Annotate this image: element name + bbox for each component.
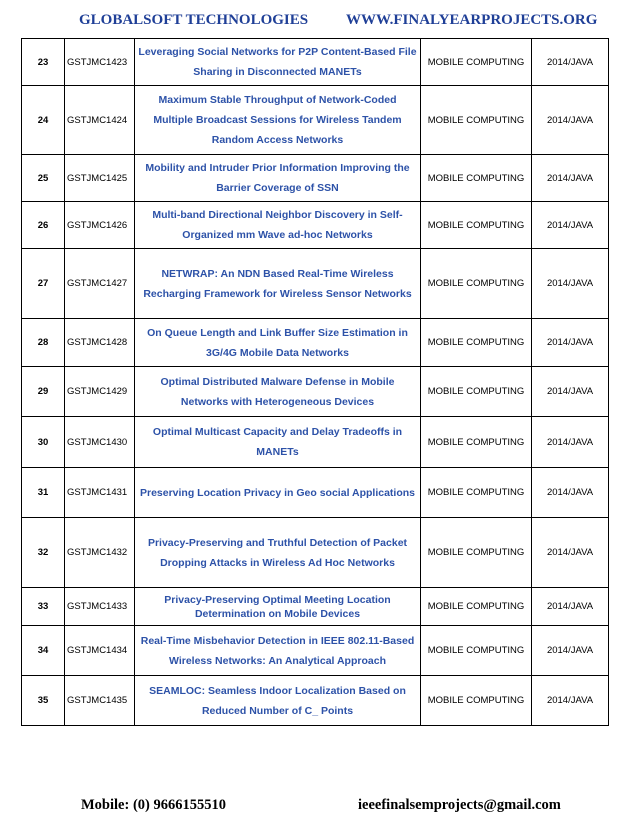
project-year: 2014/JAVA	[532, 319, 609, 367]
row-number: 26	[22, 202, 65, 249]
projects-table-body	[22, 39, 609, 726]
project-code: GSTJMC1424	[65, 86, 135, 155]
project-year: 2014/JAVA	[532, 626, 609, 676]
project-domain: MOBILE COMPUTING	[421, 468, 532, 518]
website-url: WWW.FINALYEARPROJECTS.ORG	[346, 12, 598, 28]
table-row	[22, 155, 609, 202]
project-year: 2014/JAVA	[532, 367, 609, 417]
project-title: NETWRAP: An NDN Based Real-Time Wireless Recharging Framework for Wireless Sensor Networks	[135, 249, 421, 319]
row-number: 34	[22, 626, 65, 676]
project-domain: MOBILE COMPUTING	[421, 202, 532, 249]
row-number: 33	[22, 588, 65, 626]
project-year: 2014/JAVA	[532, 468, 609, 518]
project-title: Privacy-Preserving and Truthful Detection of Packet Dropping Attacks in Wireless Ad Hoc Networks	[135, 518, 421, 588]
row-number: 27	[22, 249, 65, 319]
project-domain: MOBILE COMPUTING	[421, 676, 532, 726]
project-domain: MOBILE COMPUTING	[421, 417, 532, 468]
row-number: 35	[22, 676, 65, 726]
row-number: 29	[22, 367, 65, 417]
row-number: 30	[22, 417, 65, 468]
page-header	[0, 12, 638, 32]
project-year: 2014/JAVA	[532, 86, 609, 155]
project-code: GSTJMC1428	[65, 319, 135, 367]
table-row	[22, 518, 609, 588]
project-code: GSTJMC1426	[65, 202, 135, 249]
project-title: Mobility and Intruder Prior Information Improving the Barrier Coverage of SSN	[135, 155, 421, 202]
row-number: 24	[22, 86, 65, 155]
project-code: GSTJMC1425	[65, 155, 135, 202]
company-name: GLOBALSOFT TECHNOLOGIES	[79, 12, 309, 28]
table-row	[22, 202, 609, 249]
project-domain: MOBILE COMPUTING	[421, 319, 532, 367]
project-domain: MOBILE COMPUTING	[421, 626, 532, 676]
project-title: Privacy-Preserving Optimal Meeting Location Determination on Mobile Devices	[135, 588, 421, 626]
project-code: GSTJMC1432	[65, 518, 135, 588]
project-code: GSTJMC1430	[65, 417, 135, 468]
table-row	[22, 468, 609, 518]
project-title: Leveraging Social Networks for P2P Content-Based File Sharing in Disconnected MANETs	[135, 39, 421, 86]
project-title: Optimal Multicast Capacity and Delay Tradeoffs in MANETs	[135, 417, 421, 468]
row-number: 32	[22, 518, 65, 588]
table-row	[22, 676, 609, 726]
contact-email: ieeefinalsemprojects@gmail.com	[358, 797, 561, 813]
project-domain: MOBILE COMPUTING	[421, 588, 532, 626]
project-year: 2014/JAVA	[532, 155, 609, 202]
row-number: 31	[22, 468, 65, 518]
project-year: 2014/JAVA	[532, 202, 609, 249]
projects-table	[21, 38, 609, 726]
table-row	[22, 86, 609, 155]
table-row	[22, 39, 609, 86]
project-title: SEAMLOC: Seamless Indoor Localization Based on Reduced Number of C_ Points	[135, 676, 421, 726]
project-title: Maximum Stable Throughput of Network-Coded Multiple Broadcast Sessions for Wireless Tandem Random Access Networks	[135, 86, 421, 155]
table-row	[22, 249, 609, 319]
project-domain: MOBILE COMPUTING	[421, 86, 532, 155]
project-code: GSTJMC1427	[65, 249, 135, 319]
table-row	[22, 417, 609, 468]
project-year: 2014/JAVA	[532, 249, 609, 319]
project-code: GSTJMC1423	[65, 39, 135, 86]
project-code: GSTJMC1435	[65, 676, 135, 726]
table-row	[22, 319, 609, 367]
project-code: GSTJMC1434	[65, 626, 135, 676]
project-year: 2014/JAVA	[532, 676, 609, 726]
project-title: On Queue Length and Link Buffer Size Estimation in 3G/4G Mobile Data Networks	[135, 319, 421, 367]
project-year: 2014/JAVA	[532, 588, 609, 626]
project-year: 2014/JAVA	[532, 518, 609, 588]
project-domain: MOBILE COMPUTING	[421, 155, 532, 202]
row-number: 25	[22, 155, 65, 202]
project-domain: MOBILE COMPUTING	[421, 367, 532, 417]
project-year: 2014/JAVA	[532, 39, 609, 86]
table-row	[22, 626, 609, 676]
project-code: GSTJMC1433	[65, 588, 135, 626]
project-title: Multi-band Directional Neighbor Discovery in Self-Organized mm Wave ad-hoc Networks	[135, 202, 421, 249]
table-row	[22, 367, 609, 417]
project-domain: MOBILE COMPUTING	[421, 518, 532, 588]
project-title: Real-Time Misbehavior Detection in IEEE 802.11-Based Wireless Networks: An Analytical Approach	[135, 626, 421, 676]
project-year: 2014/JAVA	[532, 417, 609, 468]
project-title: Preserving Location Privacy in Geo social Applications	[135, 468, 421, 518]
row-number: 23	[22, 39, 65, 86]
project-domain: MOBILE COMPUTING	[421, 249, 532, 319]
mobile-number: Mobile: (0) 9666155510	[81, 797, 226, 813]
project-code: GSTJMC1431	[65, 468, 135, 518]
table-row	[22, 588, 609, 626]
page-footer	[0, 797, 638, 817]
row-number: 28	[22, 319, 65, 367]
project-domain: MOBILE COMPUTING	[421, 39, 532, 86]
project-title: Optimal Distributed Malware Defense in Mobile Networks with Heterogeneous Devices	[135, 367, 421, 417]
project-code: GSTJMC1429	[65, 367, 135, 417]
